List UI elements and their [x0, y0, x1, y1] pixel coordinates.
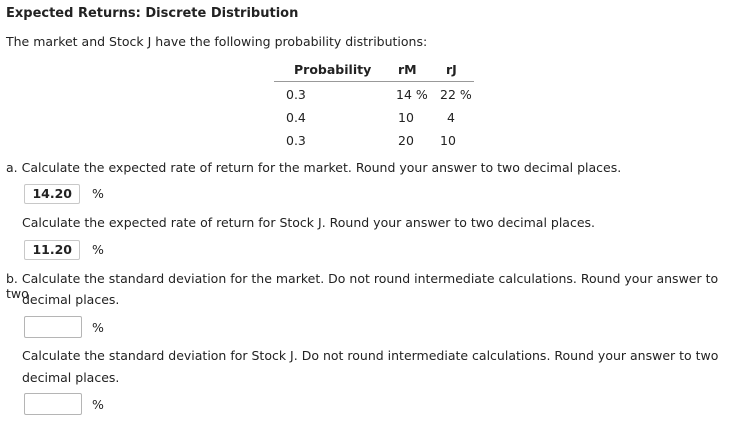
row-2-probability: 0.3 [286, 133, 306, 148]
row-0-probability: 0.3 [286, 87, 306, 102]
page-title: Expected Returns: Discrete Distribution [6, 6, 299, 21]
intro-text: The market and Stock J have the following probability distributions: [6, 34, 428, 49]
question-b-stock-j: Calculate the standard deviation for Stock J. Do not round intermediate calculations. Round your answer to two [22, 348, 719, 363]
row-2-rm: 20 [398, 133, 414, 148]
answer-b-market-input[interactable] [24, 316, 82, 338]
percent-unit: % [92, 320, 104, 335]
header-probability: Probability [294, 62, 372, 77]
row-2-rj: 10 [440, 133, 456, 148]
answer-a-stock-j: 11.20 [24, 240, 80, 260]
question-a-market: a. Calculate the expected rate of return for the market. Round your answer to two decimal places. [6, 160, 622, 175]
row-0-rj: 22 % [440, 87, 472, 102]
question-b-stock-j-cont: decimal places. [22, 370, 120, 385]
row-1-rj: 4 [447, 110, 455, 125]
header-rj: rJ [446, 62, 457, 77]
header-rm: rM [398, 62, 417, 77]
answer-b-stock-j-input[interactable] [24, 393, 82, 415]
answer-a-market: 14.20 [24, 184, 80, 204]
percent-unit: % [92, 186, 104, 201]
percent-unit: % [92, 242, 104, 257]
header-rule [274, 81, 474, 82]
question-a-stock-j: Calculate the expected rate of return for Stock J. Round your answer to two decimal places. [22, 215, 596, 230]
row-0-rm: 14 % [396, 87, 428, 102]
row-1-probability: 0.4 [286, 110, 306, 125]
question-b-market: b. Calculate the standard deviation for the market. Do not round intermediate calculations. Round your answer to two [6, 271, 719, 301]
row-1-rm: 10 [398, 110, 414, 125]
question-b-market-cont: decimal places. [22, 292, 120, 307]
percent-unit: % [92, 397, 104, 412]
